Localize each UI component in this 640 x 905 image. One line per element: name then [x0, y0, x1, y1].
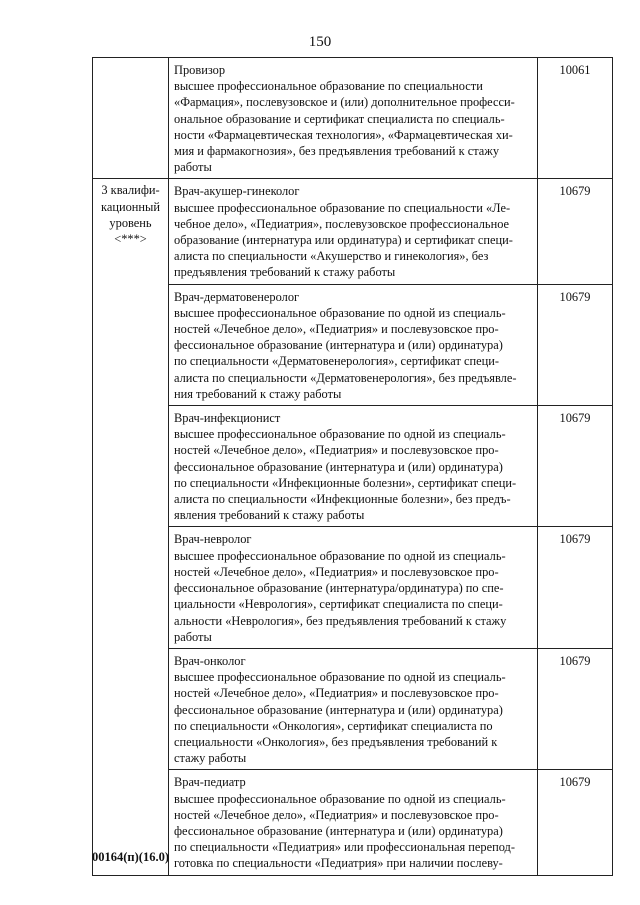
qualification-level-line: кационный — [100, 199, 160, 214]
position-title: Провизор — [174, 63, 226, 77]
table-row — [93, 527, 613, 648]
table-row — [93, 284, 613, 405]
table-row — [93, 406, 613, 527]
requirement-line: алиста по специальности «Дерматовенерология», без предъявле- — [174, 370, 517, 385]
requirement-line: высшее профессиональное образование по одной из специаль- — [174, 670, 506, 685]
document-footer-code: 00164(п)(16.0) — [92, 850, 169, 864]
position-code-cell: 10679 — [538, 406, 613, 527]
qualification-table-body — [93, 58, 613, 876]
requirement-line: ния требований к стажу работы — [174, 386, 342, 401]
page-number: 150 — [308, 34, 332, 50]
requirement-line: высшее профессиональное образование по одной из специаль- — [174, 427, 506, 442]
requirement-line: образование (интернатура или ординатура) и сертификат специ- — [174, 233, 513, 248]
requirement-line: работы — [174, 160, 212, 175]
requirement-line: мия и фармакогнозия», без предъявления требований к стажу — [174, 144, 500, 159]
qualification-level-line: уровень — [109, 215, 152, 230]
table-row — [93, 770, 613, 875]
requirement-line: чебное дело», «Педиатрия», послевузовское профессиональное — [174, 216, 510, 231]
requirement-line: высшее профессиональное образование по одной из специаль- — [174, 548, 506, 563]
requirement-line: фессиональное образование (интернатура и (или) ординатура) — [174, 459, 503, 474]
requirement-line: «Фармация», послевузовское и (или) дополнительное професси- — [174, 95, 515, 110]
requirement-line: ностей «Лечебное дело», «Педиатрия» и послевузовское про- — [174, 807, 499, 822]
position-code-cell: 10679 — [538, 770, 613, 875]
position-title: Врач-невролог — [174, 532, 252, 547]
requirement-line: алиста по специальности «Акушерство и гинекология», без — [174, 249, 489, 264]
position-description-cell — [169, 179, 538, 284]
requirement-line: ностей «Лечебное дело», «Педиатрия» и послевузовское про- — [174, 443, 499, 458]
position-description-cell — [169, 527, 538, 648]
position-title: Врач-инфекционист — [174, 411, 281, 426]
position-code-cell: 10679 — [538, 648, 613, 769]
requirement-line: высшее профессиональное образование по одной из специаль- — [174, 791, 506, 806]
requirement-line: альности «Неврология», без предъявления требований к стажу — [174, 613, 507, 628]
position-description-cell — [169, 406, 538, 527]
requirement-line: по специальности «Педиатрия» или профессиональная перепод- — [174, 840, 515, 855]
qualification-level-line: 3 квалифи- — [101, 183, 160, 198]
requirement-line: явления требований к стажу работы — [174, 508, 365, 523]
requirement-line: стажу работы — [174, 751, 247, 766]
requirement-line: предъявления требований к стажу работы — [174, 265, 396, 280]
position-description-cell — [169, 284, 538, 405]
requirement-line: фессиональное образование (интернатура/ординатура) по спе- — [174, 581, 504, 596]
requirement-line: фессиональное образование (интернатура и (или) ординатура) — [174, 702, 503, 717]
requirement-line: ности «Фармацевтическая технология», «Фармацевтическая хи- — [174, 127, 513, 142]
requirement-line: фессиональное образование (интернатура и (или) ординатура) — [174, 338, 503, 353]
requirement-line: по специальности «Онкология», сертификат специалиста по — [174, 718, 493, 733]
requirement-line: циальности «Неврология», сертификат специалиста по специ- — [174, 597, 503, 612]
requirement-line: по специальности «Дерматовенерология», сертификат специ- — [174, 354, 499, 369]
requirement-line: ональное образование и сертификат специалиста по специаль- — [174, 111, 505, 126]
table-row — [93, 179, 613, 284]
table-row — [93, 58, 613, 179]
requirement-line: ностей «Лечебное дело», «Педиатрия» и послевузовское про- — [174, 564, 499, 579]
requirement-line: специальности «Онкология», без предъявления требований к — [174, 734, 498, 749]
table-row — [93, 648, 613, 769]
position-description-cell — [169, 58, 538, 179]
requirement-line: высшее профессиональное образование по специальности «Ле- — [174, 200, 511, 215]
requirement-line: ностей «Лечебное дело», «Педиатрия» и послевузовское про- — [174, 686, 499, 701]
position-code-cell: 10679 — [538, 179, 613, 284]
requirement-line: высшее профессиональное образование по одной из специаль- — [174, 305, 506, 320]
position-title: Врач-онколог — [174, 653, 246, 668]
qualification-level-cell — [93, 179, 169, 875]
requirement-line: фессиональное образование (интернатура и (или) ординатура) — [174, 823, 503, 838]
position-title: Врач-педиатр — [174, 775, 246, 790]
position-description-cell — [169, 770, 538, 875]
requirement-line: по специальности «Инфекционные болезни», сертификат специ- — [174, 475, 517, 490]
requirement-line: готовка по специальности «Педиатрия» при наличии послеву- — [174, 856, 503, 871]
requirement-line: ностей «Лечебное дело», «Педиатрия» и послевузовское про- — [174, 322, 499, 337]
qualification-level-cell — [93, 58, 169, 179]
position-title: Врач-дерматовенеролог — [174, 289, 300, 304]
qualification-table — [92, 57, 613, 876]
position-code-cell: 10679 — [538, 284, 613, 405]
requirement-line: высшее профессиональное образование по специальности — [174, 79, 483, 94]
position-code-cell: 10679 — [538, 527, 613, 648]
position-code-cell: 10061 — [538, 58, 613, 179]
position-description-cell — [169, 648, 538, 769]
qualification-level-footnote: <***> — [114, 232, 147, 247]
requirement-line: работы — [174, 629, 212, 644]
position-title: Врач-акушер-гинеколог — [174, 184, 300, 199]
requirement-line: алиста по специальности «Инфекционные болезни», без предъ- — [174, 492, 511, 507]
